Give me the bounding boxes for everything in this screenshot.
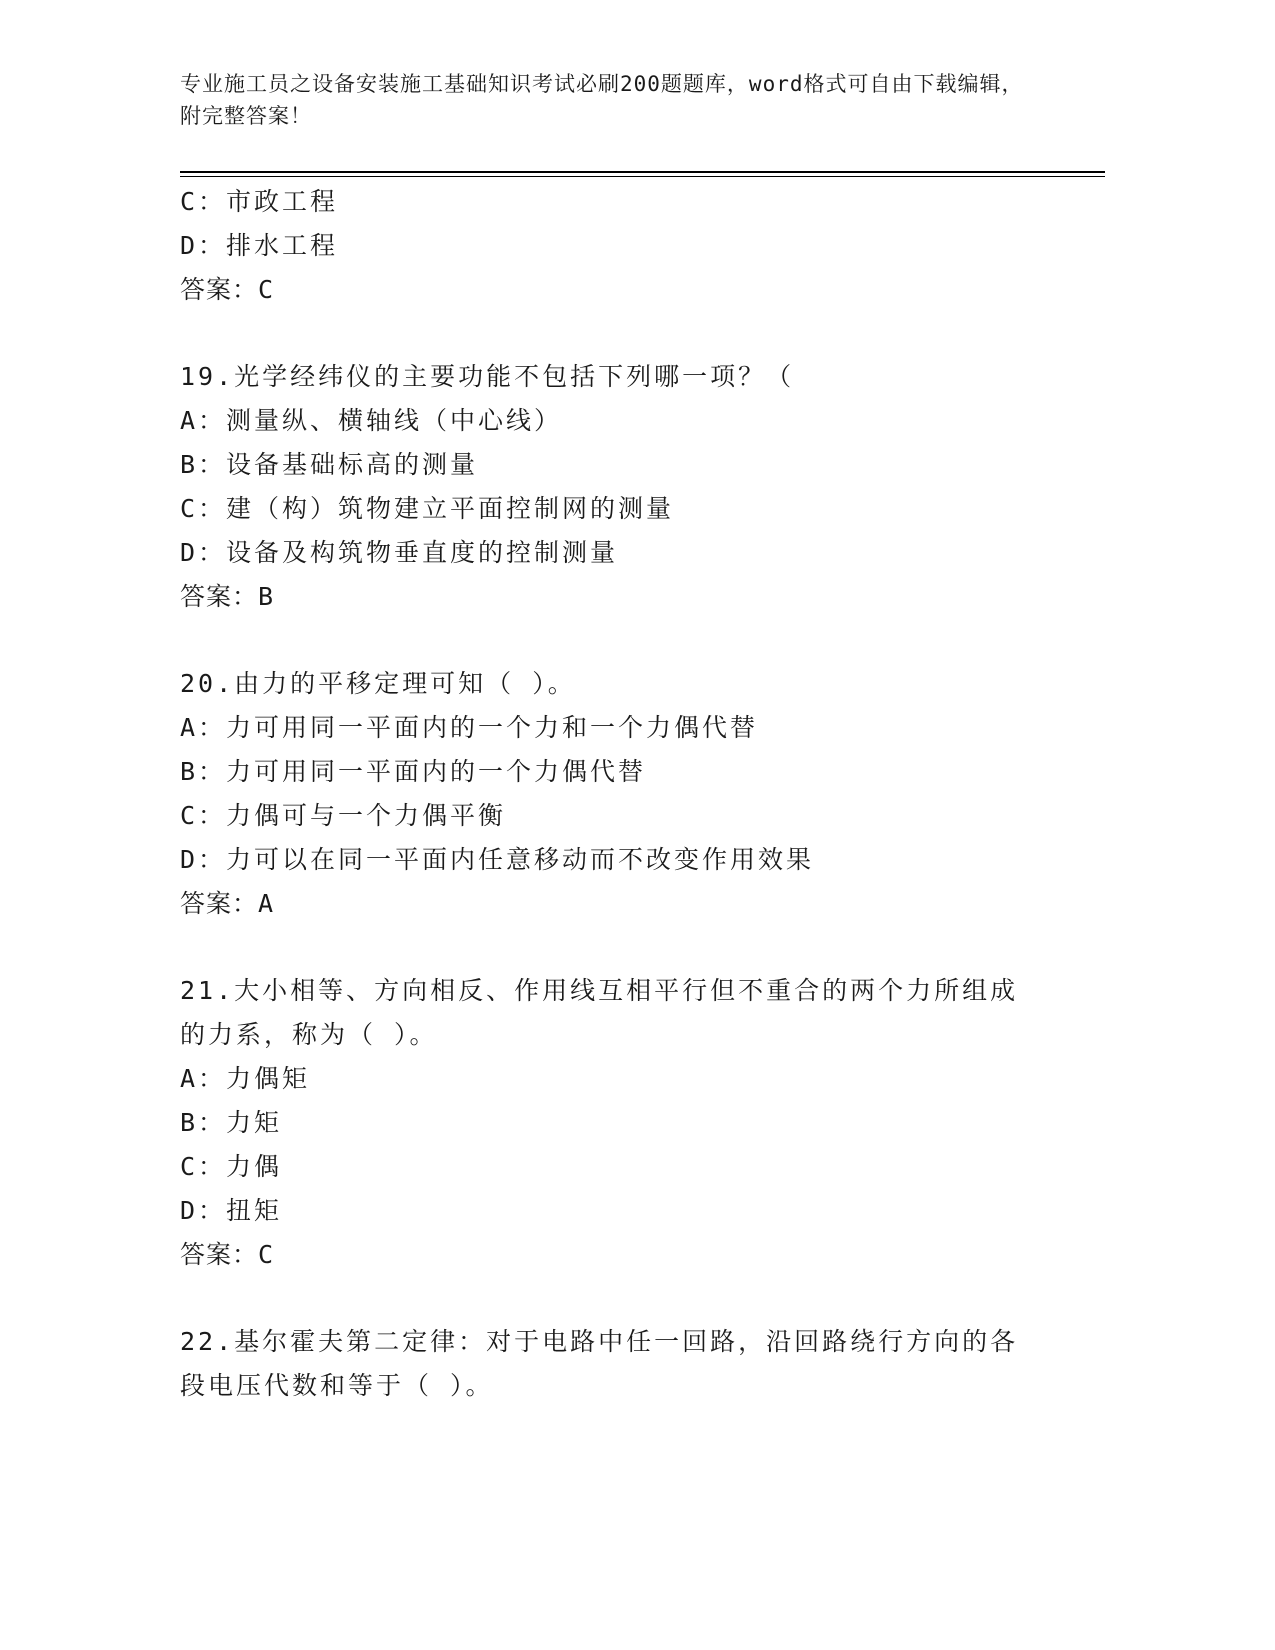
question-content xyxy=(180,180,1040,1408)
document-header: 专业施工员之设备安装施工基础知识考试必刷200题题库，word格式可自由下载编辑，附完整答案！ xyxy=(180,72,1024,128)
answer-text: 答案：A xyxy=(180,889,275,918)
option-text: C：市政工程 xyxy=(180,187,339,216)
answer-text: 答案：B xyxy=(180,582,275,611)
option-text: D：排水工程 xyxy=(180,231,339,260)
option-text: C：建（构）筑物建立平面控制网的测量 xyxy=(180,494,675,523)
answer-text: 答案：C xyxy=(180,1240,275,1269)
question-spacer xyxy=(180,926,1040,969)
header-divider-thin xyxy=(180,176,1105,177)
option-text: A：力偶矩 xyxy=(180,1064,311,1093)
question-stem: 21.大小相等、方向相反、作用线互相平行但不重合的两个力所组成的力系，称为（ ）。 xyxy=(180,976,1019,1049)
header-divider-thick xyxy=(180,171,1105,173)
question-stem: 19.光学经纬仪的主要功能不包括下列哪一项？（ xyxy=(180,362,795,391)
option-text: A：测量纵、横轴线（中心线） xyxy=(180,406,563,435)
option-text: B：力可用同一平面内的一个力偶代替 xyxy=(180,757,647,786)
option-text: D：设备及构筑物垂直度的控制测量 xyxy=(180,538,619,567)
option-text: C：力偶 xyxy=(180,1152,283,1181)
option-text: B：设备基础标高的测量 xyxy=(180,450,479,479)
option-text: D：扭矩 xyxy=(180,1196,283,1225)
question-spacer xyxy=(180,1277,1040,1320)
option-text: D：力可以在同一平面内任意移动而不改变作用效果 xyxy=(180,845,815,874)
option-text: B：力矩 xyxy=(180,1108,283,1137)
answer-text: 答案：C xyxy=(180,275,275,304)
question-stem: 22.基尔霍夫第二定律：对于电路中任一回路，沿回路绕行方向的各段电压代数和等于（ ）。 xyxy=(180,1327,1019,1400)
option-text: A：力可用同一平面内的一个力和一个力偶代替 xyxy=(180,713,759,742)
question-spacer xyxy=(180,312,1040,355)
question-spacer xyxy=(180,619,1040,662)
question-stem: 20.由力的平移定理可知（ ）。 xyxy=(180,669,576,698)
option-text: C：力偶可与一个力偶平衡 xyxy=(180,801,507,830)
